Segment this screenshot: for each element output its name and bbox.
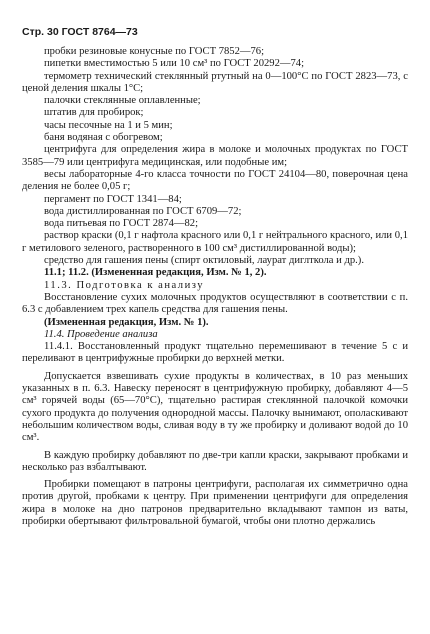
list-item: пипетки вместимостью 5 или 10 см³ по ГОСТ 20292—74;: [44, 58, 305, 70]
paragraph: Восстановление сухих молочных продуктов осуществляют в соответствии с п. 6.3 с добавлением трех капель средства для гашения пены.: [22, 291, 408, 316]
list-item: штатив для пробирок;: [44, 107, 144, 119]
list-item: палочки стеклянные оплавленные;: [44, 95, 201, 107]
amendment-note: 11.1; 11.2. (Измененная редакция, Изм. № 1, 2).: [44, 267, 267, 279]
section-heading: 11.4. Проведение анализа: [44, 328, 158, 340]
list-item: средство для гашения пены (спирт октиловый, лаурат диглткола и др.).: [44, 255, 364, 267]
list-item: термометр технический стеклянный ртутный на 0—100°С по ГОСТ 2823—73, с ценой деления шкалы 1°С;: [22, 70, 408, 94]
paragraph: 11.4.1. Восстановленный продукт тщательно перемешивают в течение 5 с и переливают в центрифужные пробирки до верхней метки.: [22, 341, 408, 365]
page-header: Стр. 30 ГОСТ 8764—73: [22, 26, 138, 38]
list-item: часы песочные на 1 и 5 мин;: [44, 119, 173, 131]
list-item: раствор краски (0,1 г нафтола красного или 0,1 г нейтрального красного, или 0,1 г метилового зеленого, растворенного в 100 см³ дистиллированной воды);: [22, 230, 408, 254]
list-item: весы лабораторные 4-го класса точности по ГОСТ 24104—80, поверочная цена деления не более 0,05 г;: [22, 168, 408, 193]
list-item: пробки резиновые конусные по ГОСТ 7852—76;: [44, 46, 265, 57]
list-item: центрифуга для определения жира в молоке и молочных продуктах по ГОСТ 3585—79 или центрифуга медицинская, или подобные им;: [22, 144, 408, 168]
paragraph: В каждую пробирку добавляют по две-три капли краски, закрывают пробками и несколько раз взбалтывают.: [22, 449, 408, 473]
amendment-note: (Измененная редакция, Изм. № 1).: [44, 316, 209, 328]
list-item: вода питьевая по ГОСТ 2874—82;: [44, 218, 199, 230]
document-body: [22, 46, 408, 528]
list-item: баня водяная с обогревом;: [44, 132, 163, 144]
paragraph: Допускается взвешивать сухие продукты в количествах, в 10 раз меньших указанных в п. 6.3. Навеску переносят в центрифужную пробирку, добавляют 4—5 см³ горячей воды (65—70°С), тщательно растирая стеклянной палочкой комочки сухого продукта до получения однородной массы. Палочку вынимают, ополаскивают небольшим количеством воды, сливая воду в ту же пробирку и доливают водой до 10 см³.: [22, 370, 408, 444]
list-item: пергамент по ГОСТ 1341—84;: [44, 193, 182, 205]
paragraph: Пробирки помещают в патроны центрифуги, располагая их симметрично одна против другой, пробками к центру. При применении центрифуги для определения жира в молоке на дно патронов предварительно вкладывают тампон из ваты, пробирки обертывают фильтровальной бумагой, чтобы они плотно держались: [22, 479, 408, 527]
section-heading: 11.3. Подготовка к анализу: [44, 279, 205, 291]
list-item: вода дистиллированная по ГОСТ 6709—72;: [44, 205, 242, 217]
